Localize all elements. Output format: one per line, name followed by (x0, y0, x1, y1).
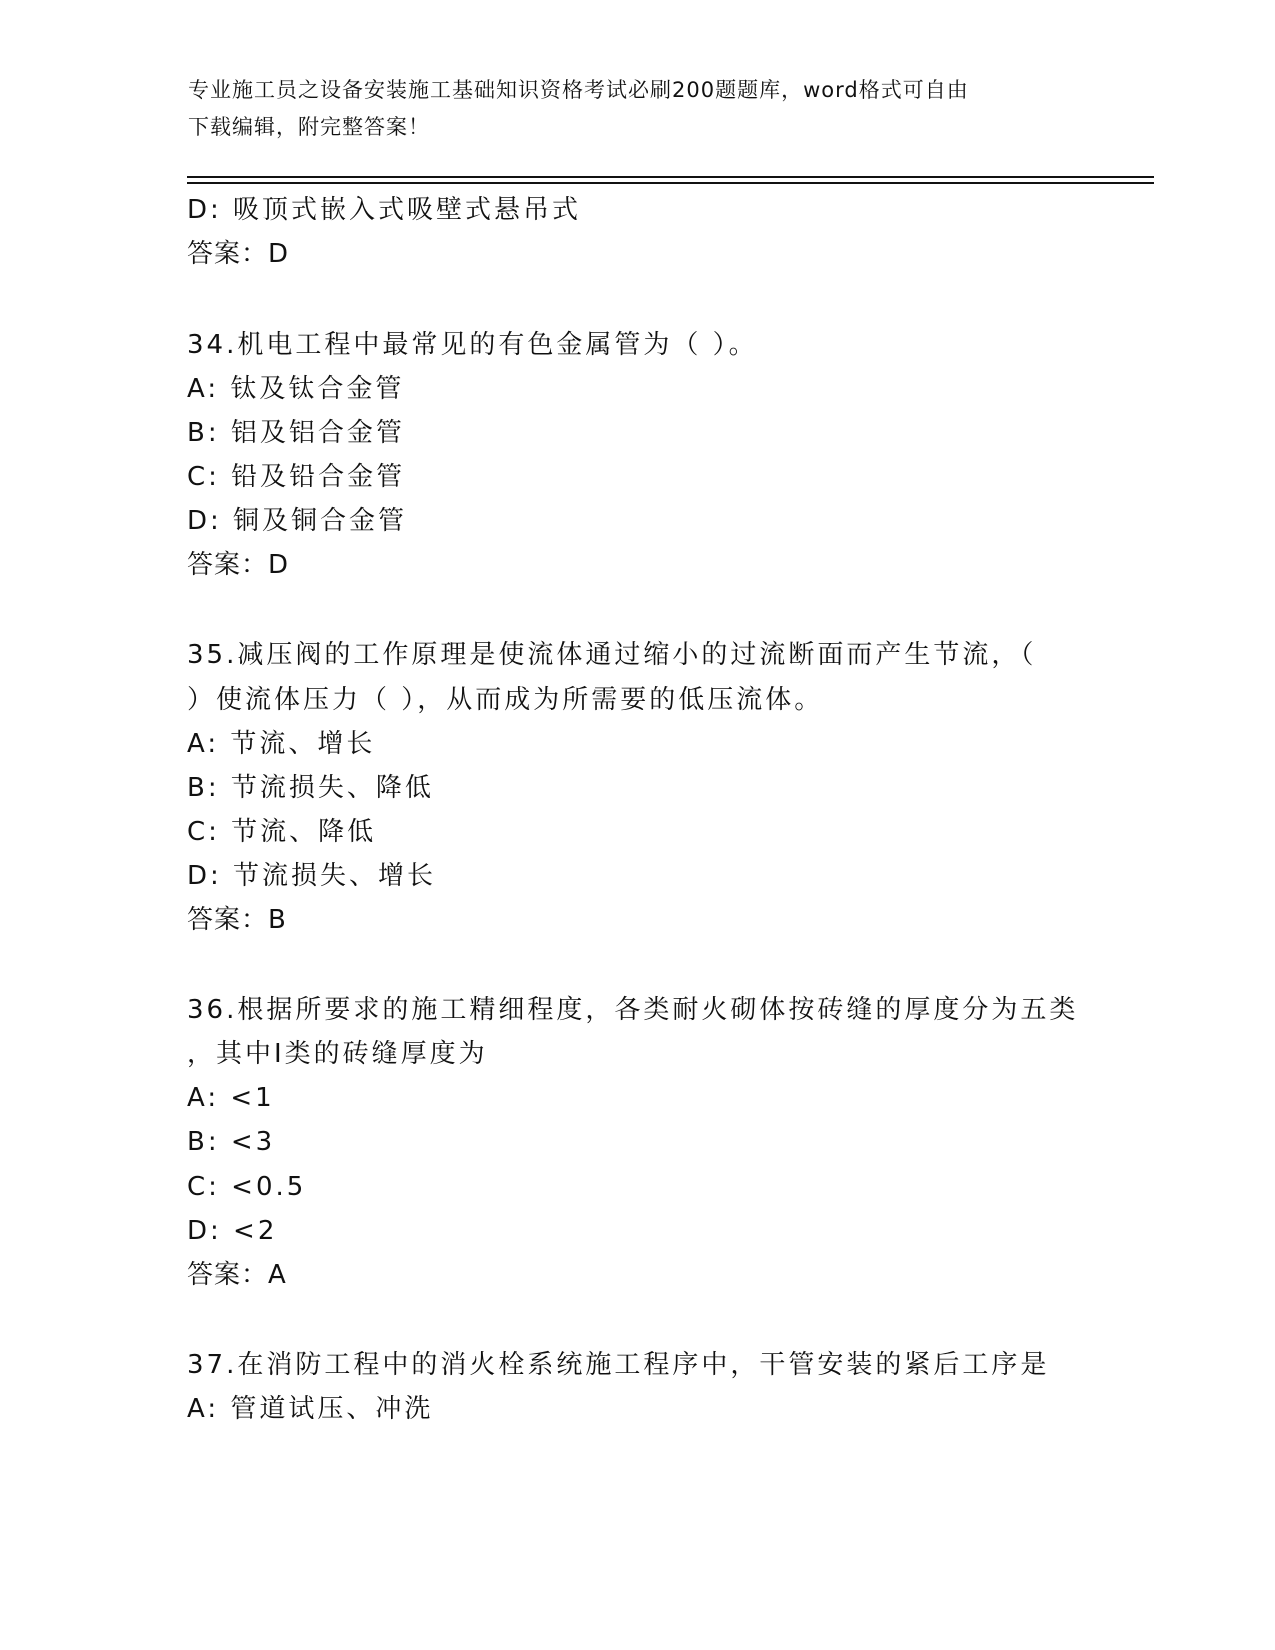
q36-question-line-2: ，其中Ⅰ类的砖缝厚度为 (187, 1039, 488, 1069)
header-line-1: 专业施工员之设备安装施工基础知识资格考试必刷200题题库，word格式可自由 (188, 78, 969, 102)
header-line-2: 下载编辑，附完整答案！ (188, 115, 430, 139)
q35-option-c: C: 节流、降低 (187, 817, 377, 847)
q37-option-a: A: 管道试压、冲洗 (187, 1394, 434, 1424)
q36-answer: 答案：A (187, 1260, 287, 1290)
q36-option-c: C: <0.5 (187, 1172, 307, 1202)
q34-answer: 答案：D (187, 550, 290, 580)
header-divider-bottom (187, 182, 1154, 184)
q36-question-line-1: 36.根据所要求的施工精细程度，各类耐火砌体按砖缝的厚度分为五类 (187, 995, 1079, 1025)
q35-option-b: B: 节流损失、降低 (187, 773, 434, 803)
q34-option-d: D: 铜及铜合金管 (187, 506, 408, 536)
q35-question-line-1: 35.减压阀的工作原理是使流体通过缩小的过流断面而产生节流，（ (187, 640, 1037, 670)
q34-option-a: A: 钛及钛合金管 (187, 374, 405, 404)
q34-question: 34.机电工程中最常见的有色金属管为（ ）。 (187, 330, 758, 360)
q36-option-a: A: <1 (187, 1083, 275, 1113)
q35-option-d: D: 节流损失、增长 (187, 861, 437, 891)
q34-option-b: B: 铝及铝合金管 (187, 418, 405, 448)
q36-option-d: D: <2 (187, 1216, 278, 1246)
q35-option-a: A: 节流、增长 (187, 729, 376, 759)
header-divider-top (187, 176, 1154, 178)
q33-option-d: D: 吸顶式嵌入式吸壁式悬吊式 (187, 195, 582, 225)
q37-question: 37.在消防工程中的消火栓系统施工程序中，干管安装的紧后工序是 (187, 1350, 1050, 1380)
document-header (188, 72, 1068, 146)
q35-answer: 答案：B (187, 905, 287, 935)
q35-question-line-2: ）使流体压力（ ），从而成为所需要的低压流体。 (187, 685, 824, 715)
q33-answer: 答案：D (187, 239, 290, 269)
q36-option-b: B: <3 (187, 1127, 276, 1157)
q34-option-c: C: 铅及铅合金管 (187, 462, 406, 492)
